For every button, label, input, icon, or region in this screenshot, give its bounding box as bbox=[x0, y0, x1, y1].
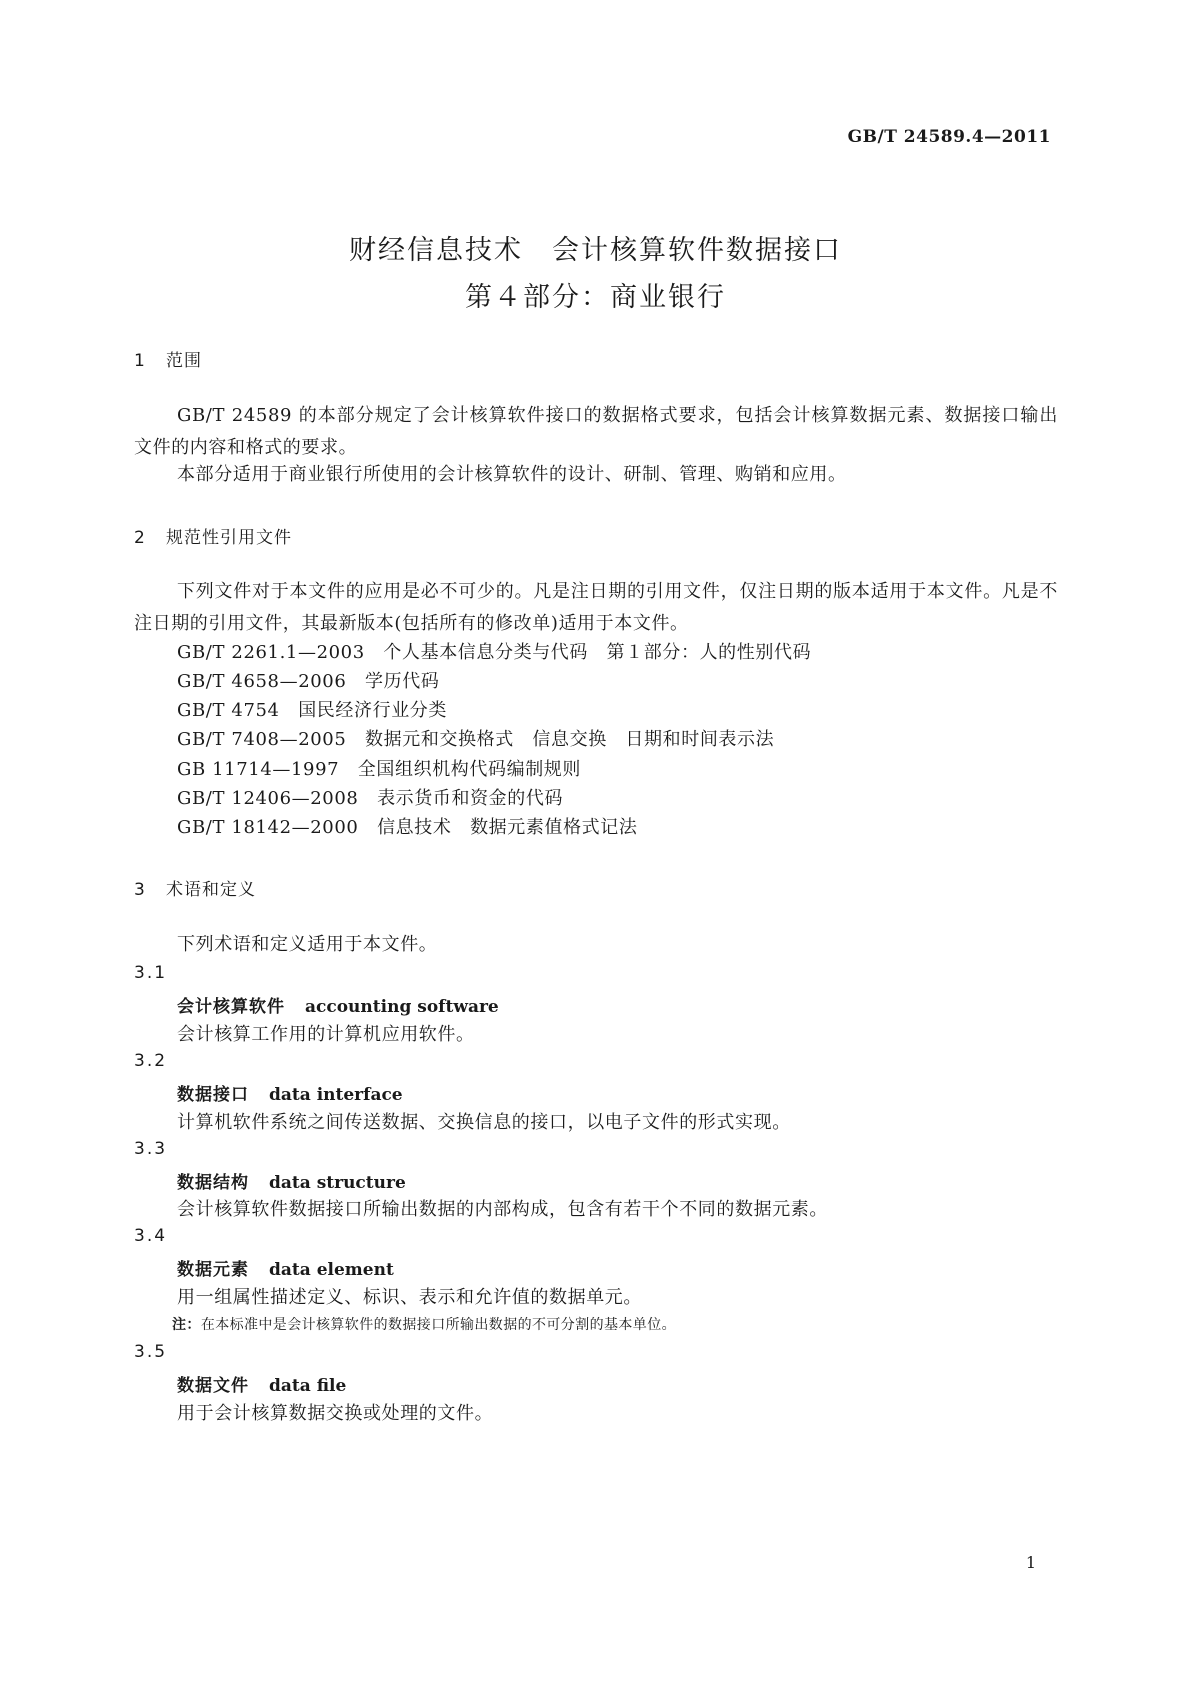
term-number: 3.1 bbox=[134, 963, 168, 983]
page-number: 1 bbox=[1025, 1553, 1036, 1572]
term-chinese-name: 数据文件 bbox=[177, 1376, 249, 1396]
term-note bbox=[172, 1314, 676, 1334]
section-title: 范围 bbox=[166, 351, 202, 371]
term-definition: 会计核算工作用的计算机应用软件。 bbox=[177, 1024, 475, 1045]
reference-item: GB/T 7408—2005 数据元和交换格式 信息交换 日期和时间表示法 bbox=[177, 729, 775, 750]
reference-item: GB/T 18142—2000 信息技术 数据元素值格式记法 bbox=[177, 817, 638, 838]
note-text: 在本标准中是会计核算软件的数据接口所输出数据的不可分割的基本单位。 bbox=[200, 1317, 677, 1333]
term-english-name: data structure bbox=[269, 1173, 406, 1193]
terms-intro: 下列术语和定义适用于本文件。 bbox=[177, 934, 438, 955]
section-number: 2 bbox=[134, 528, 146, 548]
term-name bbox=[177, 1255, 394, 1280]
term-number: 3.3 bbox=[134, 1139, 168, 1159]
standard-number: GB/T 24589.4—2011 bbox=[847, 127, 1051, 147]
references-intro: 下列文件对于本文件的应用是必不可少的。凡是注日期的引用文件，仅注日期的版本适用于本文件。凡是不注日期的引用文件，其最新版本(包括所有的修改单)适用于本文件。 bbox=[134, 581, 1058, 634]
section-2-heading bbox=[134, 523, 292, 548]
reference-item: GB 11714—1997 全国组织机构代码编制规则 bbox=[177, 759, 581, 780]
term-english-name: data element bbox=[269, 1260, 394, 1280]
term-chinese-name: 会计核算软件 bbox=[177, 997, 285, 1017]
scope-paragraph-1: GB/T 24589 的本部分规定了会计核算软件接口的数据格式要求，包括会计核算数据元素、数据接口输出文件的内容和格式的要求。 bbox=[134, 405, 1058, 458]
term-definition: 会计核算软件数据接口所输出数据的内部构成，包含有若干个不同的数据元素。 bbox=[177, 1199, 828, 1220]
term-name bbox=[177, 1168, 406, 1193]
term-definition: 用一组属性描述定义、标识、表示和允许值的数据单元。 bbox=[177, 1287, 642, 1308]
reference-item: GB/T 12406—2008 表示货币和资金的代码 bbox=[177, 788, 564, 809]
term-number: 3.5 bbox=[134, 1342, 168, 1362]
section-1-heading bbox=[134, 346, 202, 371]
reference-item: GB/T 4658—2006 学历代码 bbox=[177, 671, 440, 692]
section-title: 术语和定义 bbox=[166, 880, 256, 900]
document-title: 财经信息技术 会计核算软件数据接口 bbox=[349, 235, 842, 266]
reference-item: GB/T 4754 国民经济行业分类 bbox=[177, 700, 448, 721]
term-definition: 计算机软件系统之间传送数据、交换信息的接口，以电子文件的形式实现。 bbox=[177, 1112, 791, 1133]
term-chinese-name: 数据结构 bbox=[177, 1173, 249, 1193]
term-english-name: accounting software bbox=[305, 997, 499, 1017]
term-definition: 用于会计核算数据交换或处理的文件。 bbox=[177, 1403, 494, 1424]
section-title: 规范性引用文件 bbox=[166, 528, 292, 548]
term-english-name: data interface bbox=[269, 1085, 403, 1105]
term-name bbox=[177, 1080, 403, 1105]
term-number: 3.2 bbox=[134, 1051, 168, 1071]
document-subtitle: 第４部分：商业银行 bbox=[465, 282, 726, 313]
term-english-name: data file bbox=[269, 1376, 347, 1396]
term-chinese-name: 数据元素 bbox=[177, 1260, 249, 1280]
scope-paragraph-2: 本部分适用于商业银行所使用的会计核算软件的设计、研制、管理、购销和应用。 bbox=[177, 464, 847, 485]
section-3-heading bbox=[134, 875, 256, 900]
term-chinese-name: 数据接口 bbox=[177, 1085, 249, 1105]
section-number: 3 bbox=[134, 880, 146, 900]
term-name bbox=[177, 1371, 346, 1396]
term-number: 3.4 bbox=[134, 1226, 168, 1246]
term-name bbox=[177, 992, 499, 1017]
note-label: 注： bbox=[172, 1317, 201, 1333]
section-number: 1 bbox=[134, 351, 146, 371]
reference-item: GB/T 2261.1—2003 个人基本信息分类与代码 第１部分：人的性别代码 bbox=[177, 642, 812, 663]
